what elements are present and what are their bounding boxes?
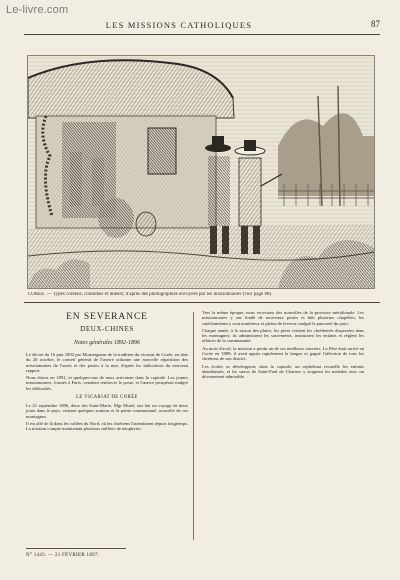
paragraph: Vers la même époque, nous recevions des nouvelles de la province méridionale. Les missionnaires y ont fondé de nouveaux postes et bâti plusieurs chapelles; les catéchumènes y sont nombreux et pleins de ferveur, malgré la pauvreté du pays. — [202, 310, 364, 326]
paragraph: Nous étions en 1892, et quelques-uns de nous arrivaient dans la capitale. Les jeunes missionnaires, formés à Paris, venaient renforcer le poste, et l'œuvre prospérait malgré les difficultés. — [26, 375, 188, 391]
section-subheading: LE VICARIAT DE CORÉE — [76, 395, 138, 401]
paragraph: Chaque année, à la saison des pluies, les pères visitent les chrétientés dispersées dans les montagnes; ils administrent les sacrements, instruisent les enfants et règlent les affaires de la communauté. — [202, 327, 364, 344]
paragraph: Il est allé de là dans les vallées du Nord, où les chrétiens l'attendaient depuis longtemps. La mission compte maintenant plusieurs milliers de néophytes. — [26, 420, 188, 432]
column-divider — [193, 312, 194, 540]
paragraph: Le décret du 16 juin 1892 par Monseigneur de la tradition du vicariat de Corée, en date du 20 octobre, le conseil général de l'œuvre ordonne une nouvelle répartition des missionnaires de l'ouest et des postes à la mer, d'après les indications du nouveau rapport. — [26, 352, 188, 373]
footer-rule — [26, 548, 126, 549]
left-column — [26, 310, 188, 434]
paragraph: Au mois d'avril, la mission a perdu un de ses meilleurs ouvriers. Le Père était arrivé en Corée en 1889; il avait appris rapidement la langue et gagné l'affection de tous les chrétiens de son district. — [202, 345, 364, 362]
page-number: 87 — [371, 19, 380, 29]
section-rule — [24, 302, 380, 303]
header-rule — [24, 34, 380, 35]
engraving-illustration — [27, 55, 375, 289]
running-head: LES MISSIONS CATHOLIQUES — [105, 20, 253, 30]
paragraph: Les écoles se développent; dans la capitale, un orphelinat recueille les enfants abandonnés, et les sœurs de Saint-Paul de Chartres y soignent les malades avec un dévouement admirable. — [202, 363, 364, 380]
article-subtitle: DEUX-CHINES — [80, 325, 134, 333]
article-subheading: Notes générales 1892-1896 — [74, 340, 140, 346]
issue-footer: N° 1443. — 21 FÉVRIER 1897. — [26, 553, 100, 558]
right-column — [202, 310, 364, 382]
paragraph: Le 21 septembre 1896, deux des Saint-Marie, Mgr Mutel, ont fait un voyage de deux jours dans le pays, visitant quelques stations et la petite communauté, nouvelle de ces montagnes. — [26, 403, 188, 419]
article-title: EN SEVERANCE — [66, 312, 148, 322]
watermark: Le-livre.com — [6, 4, 69, 16]
figure-caption: CORÉE. — Types coréens; coutumes et mœurs; d'après des photographies envoyées par les missionnaires (voir page 88). — [28, 292, 273, 297]
